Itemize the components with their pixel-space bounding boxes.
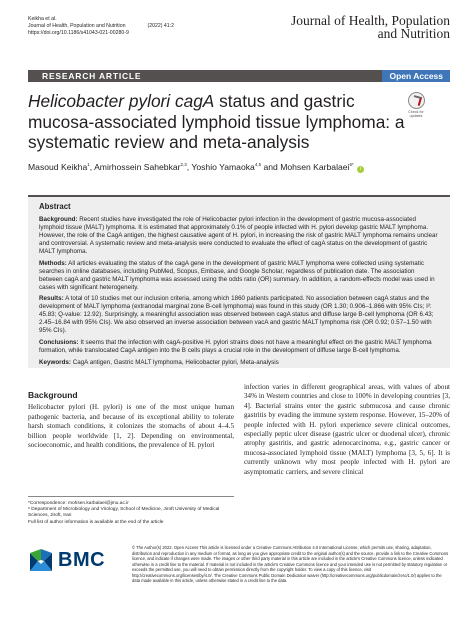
abstract-results-text: A total of 10 studies met our inclusion criteria, among which 1860 patients participated. No association between cagA status and the development of MALT lymphoma (extranodal marginal zone B-cell lymphoma) was found in this study (OR 1.30; 0.906–1.866 with 95% CIs; I²: 45.83; Q-value: 12.92). Surprisingly, a meaningful association was observed between cagA status and diffuse large B-cell lymphoma (OR 6.43; 2.45–16.84 with 95% CIs). We also observed an inverse association between vacA and gastric MALT lymphoma risk (OR 0.92; 0.57–1.50 with 95% CIs). <box>39 295 434 334</box>
full-author-info-note: Full list of author information is available at the end of the article <box>28 519 164 525</box>
abstract-methods-label: Methods: <box>39 259 67 267</box>
abstract-box <box>28 195 450 368</box>
check-updates-icon <box>408 92 425 109</box>
open-access-badge: Open Access <box>382 70 450 82</box>
article-title-rest: status and gastric mucosa-associated lymphoid tissue lymphoma: a systematic review and meta-analysis <box>28 91 405 152</box>
abstract-background <box>39 216 439 256</box>
article-title-italic: Helicobacter pylori cagA <box>28 91 215 111</box>
body-paragraph: Helicobacter pylori (H. pylori) is one of the most unique human pathogenic bacteria, and because of its exceptional ability to tolerate harsh stomach conditions, it colonizes the stomachs of about 4–4.5 billion people worldwide [1, 2]. Depending on environmental, socioeconomic, and health conditions, the prevalence of H. pylori <box>28 403 234 450</box>
header-authors: Keikha et al. <box>28 16 57 22</box>
author-affiliation-sup: 2,3 <box>180 162 187 168</box>
keywords-text: CagA antigen, Gastric MALT lymphoma, Helicobacter pylori, Meta-analysis <box>70 358 279 366</box>
abstract-conclusions-text: It seems that the infection with cagA-positive H. pylori strains does not have a meaningful effect on the gastric MALT lymphoma formation, while translocated CagA antigen into the B cells plays a crucial role in the development of diffuse large B-cell lymphoma. <box>39 338 432 354</box>
author-affiliation-sup: 4,5 <box>254 162 262 168</box>
author-affiliation-sup: 6* <box>349 162 354 168</box>
author-name[interactable]: and Mohsen Karbalaei <box>261 162 350 172</box>
footnotes <box>28 496 234 526</box>
keywords-label: Keywords: <box>39 358 71 366</box>
abstract-keywords <box>39 359 439 367</box>
header-doi[interactable]: https://doi.org/10.1186/s41043-021-00280-9 <box>28 30 129 36</box>
article-type-label: RESEARCH ARTICLE <box>42 71 142 81</box>
journal-title: Journal of Health, Population and Nutrition <box>291 13 450 41</box>
abstract-conclusions <box>39 339 439 355</box>
author-list <box>28 162 364 173</box>
abstract-background-text: Recent studies have investigated the role of Helicobacter pylori infection in the development of gastric mucosa-associated lymphoid tissue (MALT) lymphoma. It is estimated that approximately 0.1% of people infected with H. pylori develop gastric MALT lymphoma. However, the role of the CagA antigen, the highest causative agent of H. pylori, in increasing the risk of gastric MALT lymphoma remains unclear and controversial. A systematic review and meta-analysis were conducted to evaluate the effect of cagA status on the development of gastric MALT lymphoma. <box>39 216 438 255</box>
abstract-methods-text: All articles evaluating the status of the cagA gene in the development of gastric MALT lymphoma were collected using systematic searches in online databases, including PubMed, Scopus, Embase, and Google Scholar, regardless of publication date. The association between cagA and gastric MALT lymphoma was assessed using the odds ratio (OR) summary. In addition, a random-effects model was used in cases with significant heterogeneity. <box>39 259 435 291</box>
abstract-results-label: Results: <box>39 295 64 302</box>
author-name[interactable]: , Yoshio Yamaoka <box>186 162 255 172</box>
article-type-bar <box>28 70 450 82</box>
body-column-left <box>28 383 234 450</box>
header-journal-citation: Journal of Health, Population and Nutrition <box>28 23 126 29</box>
bmc-logo[interactable] <box>28 547 105 573</box>
section-heading-background: Background <box>28 390 78 400</box>
abstract-heading: Abstract <box>39 202 71 211</box>
license-statement <box>132 545 450 584</box>
bmc-logo-text: BMC <box>58 548 106 571</box>
correspondence-note[interactable]: *Correspondence: mohsen.karbalaei@jmu.ac.ir <box>28 501 129 506</box>
author-affiliation-sup: 1 <box>87 162 90 168</box>
author-name[interactable]: , Amirhossein Sahebkar <box>89 162 181 172</box>
orcid-icon[interactable]: i <box>357 166 364 173</box>
abstract-methods <box>39 260 439 292</box>
article-title <box>28 91 408 153</box>
abstract-results <box>39 295 439 335</box>
header-year-volume: (2022) 41:2 <box>147 23 175 29</box>
check-for-updates-button[interactable] <box>405 92 427 118</box>
abstract-background-label: Background: <box>39 216 78 223</box>
affiliation-note: ⁶ Department of Microbiology and Virology, School of Medicine, Jiroft University of Medical Sciences, Jiroft, Iran <box>28 507 220 519</box>
running-header <box>28 16 174 37</box>
author-name[interactable]: Masoud Keikha <box>28 162 88 172</box>
body-paragraph: infection varies in different geographical areas, with values of about 34% in Western countries and close to 100% in developing countries [3, 4]. Bacterial strains enter the gastric submucosa and cause chronic gastritis by evading the immune system response. However, 15–20% of people infected with H. pylori experience severe clinical outcomes, especially peptic ulcer disease (gastric ulcer or duodenal ulcer), chronic atrophy gastritis, and gastric adenocarcinoma, e.g., gastric cancer or mucosa-associated lymphoid tissue (MALT) lymphoma [3, 5, 6]. It is currently unknown why most people infected with H. pylori are asymptomatic carriers, and severe clinical <box>244 383 450 476</box>
license-text: © The Author(s) 2022. Open Access This article is licensed under a Creative Commons Attribution 4.0 International License, which permits use, sharing, adaptation, distribution and reproduction in any medium or format, as long as you give appropriate credit to the original author(s) and the source, provide a link to the Creative Commons licence, and indicate if changes were made. The images or other third party material in this article are included in the article's Creative Commons licence, unless indicated otherwise in a credit line to the material. If material is not included in the article's Creative Commons licence and your intended use is not permitted by statutory regulation or exceeds the permitted use, you will need to obtain permission directly from the copyright holder. To view a copy of this licence, visit http://creativecommons.org/licenses/by/4.0/. The Creative Commons Public Domain Dedication waiver (http://creativecommons.org/publicdomain/zero/1.0/) applies to the data made available in this article, unless otherwise stated in a credit line to the data. <box>132 545 449 584</box>
abstract-conclusions-label: Conclusions: <box>39 338 79 346</box>
body-column-right <box>244 383 450 477</box>
bmc-logo-icon <box>28 547 54 573</box>
check-updates-label: Check for updates <box>408 110 424 118</box>
header-citation-row <box>28 23 174 30</box>
